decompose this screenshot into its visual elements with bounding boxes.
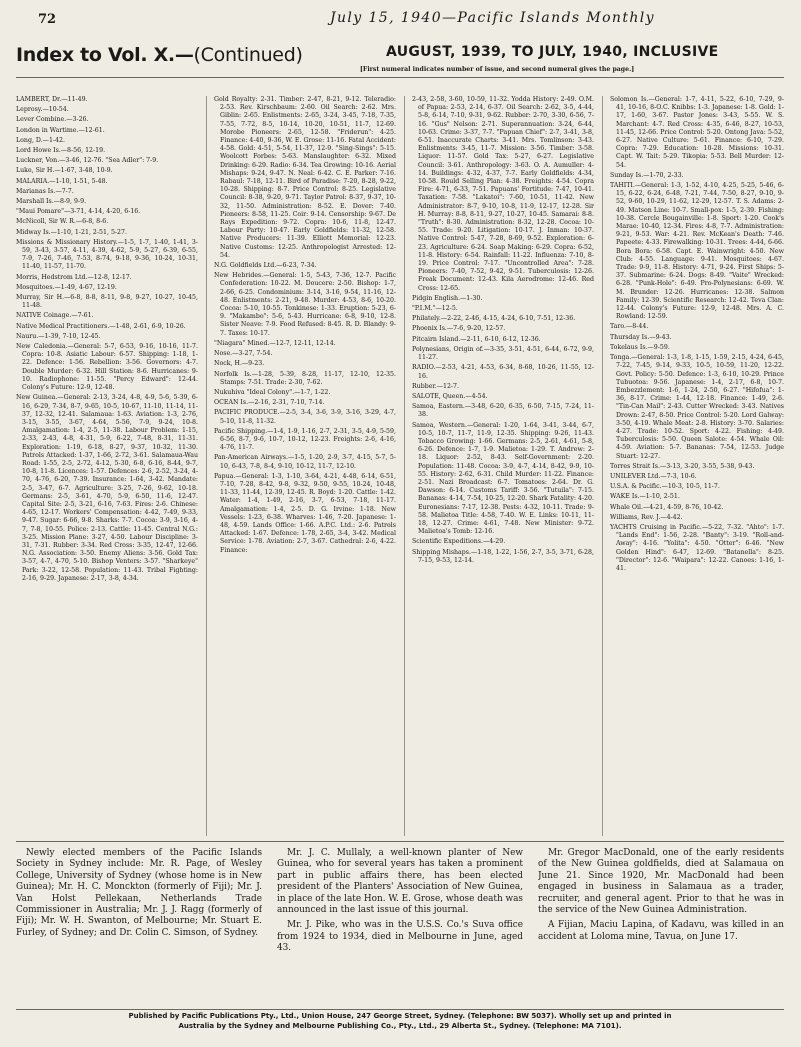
running-head: July 15, 1940—Pacific Islands Monthly: [330, 10, 655, 26]
index-entry: Lord Howe Is.—8-56, 12-19.: [16, 147, 106, 155]
index-entry: Solomon Is.—General: 1-7, 4-11, 5-22, 6-10, 7-29, 9-41, 10-16, 8-O.C. Knibbs: 1-3. Japanese: 1-8. Gold: 1-17, 1-60, 3-67. Pastor Jones: 3-43, 5-55. W. S. Marchant: 4-7. Red Cross: 4-35, 6-46, 8-27, 10-53, 11-45, 12-66. Price Control: 5-20. Ontong Java: 5-52, 6-27. Native Culture: 5-61. Finance: 6-10, 7-29. Copra: 7-29. Education: 10-28. Missions: 10-31. Capt. W. Tait: 5-29. Tikopia: 5-53. Bell Murder: 12-54.: [610, 96, 784, 169]
section-rule: [16, 841, 784, 842]
index-entry: Marshall Is.—8-9, 9-9.: [16, 198, 87, 206]
footer-rule: [16, 1009, 784, 1010]
index-entry: "P.I.M."—12-5.: [412, 305, 458, 313]
index-entry: Nukuhiva "Ideal Colony".—1-7, 1-22.: [214, 388, 331, 396]
index-entry: Nose.—3-27, 7-54.: [214, 350, 273, 358]
index-entry: Philately.—2-22, 2-46, 4-15, 4-24, 6-10, 7-51, 12-36.: [412, 315, 576, 323]
imprint-line: Australia by the Sydney and Melbourne Publishing Co., Pty., Ltd., 29 Alberta St., Sydney. (Telephone: MA 7101).: [178, 1021, 622, 1030]
index-entry: Torres Strait Is.—3-13, 3-20, 3-55, 5-38, 9-43.: [610, 462, 755, 470]
index-entry: Tokelaus Is.—9-59.: [610, 343, 670, 351]
news-paragraph: A Fijian, Maciu Lapina, of Kadavu, was killed in an accident at Loloma mine, Tavua, on June 17.: [538, 920, 784, 942]
index-entry: Nock, H.—9-23.: [214, 360, 265, 368]
index-entry: N.G. Goldfields Ltd.—6-23, 7-34.: [214, 262, 317, 270]
index-entry: Samoa, Western.—General: 1-20, 1-64, 3-41, 3-44, 6-7, 10-5, 10-7, 11-7, 11-9, 12-35. Shipping: 9-26, 11-43. Tobacco Growing: 1-66. Germans: 2-5, 2-61, 4-61, 5-8, 6-26. Defence: 1-7, 1-9. Malietoa: 1-29. T. Andrew: 2-18. Liquor: 2-52, 8-43. Self-Government: 2-20. Population: 11-48. Cocoa: 3-9, 4-7, 4-14, 8-42, 9-9, 10-55. History: 2-62, 6-31. Child Murder: 11-22. Finance: 2-51. Nazi Broadcast: 6-7. Tomatoes: 2-64. Dr. G. Dawson: 6-14. Customs Tariff: 3-56. "Tutuila": 7-15. Bananas: 4-14, 7-54, 10-25, 12-20. Shark Fatality: 4-20. Euronesians: 7-17, 12-38. Pests: 4-32, 10-11. Trade: 9-58. Malietoa Title: 4-58, 7-40. W. E. Links: 10-11, 11-18, 12-27. Crime: 4-61, 7-48. New Minister: 9-72. Malietoa's Tomb: 12-16.: [412, 421, 594, 536]
index-entry: Williams, Rev. J.—4-42.: [610, 513, 683, 521]
publisher-imprint: [16, 1012, 784, 1031]
news-column-3: [538, 848, 784, 1010]
index-column-2: [214, 96, 396, 836]
index-entry: McNicoll, Sir W. R.—6-8, 8-6.: [16, 218, 109, 226]
index-entry: Pidgin English.—1-30.: [412, 294, 483, 302]
index-entry: Native Medical Practitioners.—1-48, 2-61, 6-9, 10-26.: [16, 322, 186, 330]
index-entry: Shipping Mishaps.—1-18, 1-22, 1-56, 2-7, 3-5, 3-71, 6-28, 7-15, 9-53, 12-14.: [412, 548, 594, 564]
index-entry: Luckner, Von.—3-46, 12-76. "Sea Adler": 7-9.: [16, 157, 159, 165]
index-entry: UNILEVER Ltd.—7-3, 10-6.: [610, 472, 697, 480]
index-entry: New Caledonia.—General: 5-7, 6-53, 9-16, 10-16, 11-7. Copra: 10-8. Asiatic Labour: 6-57. Shipping: 1-18, 1-22. Defence: 1-56. Rebellion: 3-56. Governors: 4-7. Double Murder: 6-32. Hill Station: 8-6. Hurricanes: 9-10. Radiophone: 11-55. "Percy Edward": 12-44. Colony's Future: 12-9, 12-48.: [16, 343, 198, 392]
index-entry: RADIO.—2-53, 4-21, 4-53, 6-34, 8-68, 10-26, 11-55, 12-16.: [412, 364, 594, 380]
index-entry: Murray, Sir H.—6-8, 8-8, 8-11, 9-8, 9-27, 10-27, 10-45, 11-48.: [16, 294, 198, 310]
index-entry: Missions & Missionary History.—1-5, 1-7, 1-40, 1-41, 3-59, 3-43, 3-57, 4-11, 4-39, 4-62, 5-9, 5-27, 6-39, 6-55, 7-9, 7-26, 7-46, 7-53, 8-74, 9-18, 9-36, 10-24, 10-31, 11-40, 11-57, 11-70.: [16, 238, 198, 271]
index-entry: Mosquitoes.—1-49, 4-67, 12-19.: [16, 283, 117, 291]
news-paragraph: Mr. J. Pike, who was in the U.S.S. Co.'s Suva office from 1924 to 1934, died in Melbourne in June, aged 43.: [277, 920, 523, 954]
index-entry: Phoenix Is.—7-6, 9-20, 12-57.: [412, 325, 506, 333]
index-entry: U.S.A. & Pacific.—10-3, 10-5, 11-7.: [610, 483, 720, 491]
index-entry: Rubber.—12-7.: [412, 382, 459, 390]
column-divider: [404, 96, 405, 836]
index-entry: OCEAN Is.—2-16, 2-31, 7-10, 7-14.: [214, 399, 325, 407]
index-title-main: Index to Vol. X.—: [16, 44, 194, 66]
index-period: AUGUST, 1939, TO JULY, 1940, INCLUSIVE: [386, 44, 719, 60]
index-entry: LAMBERT, Dr.—11-49.: [16, 96, 88, 103]
index-entry: Morris, Hedstrom Ltd.—12-8, 12-17.: [16, 273, 132, 281]
index-entry: Papua.—General: 1-3, 1-10, 3-64, 4-21, 4-48, 6-14, 6-51, 7-10, 7-28, 8-42, 9-8, 9-32, 9-50, 9-55, 10-24, 10-48, 11-33, 11-44, 12-39, 12-45. R. Boyd: 1-20. Cattle: 1-42. Water: 1-4, 1-49, 2-16, 3-7, 6-53, 7-18, 11-17. Amalgamation: 1-4, 2-5. D. G. Irvine: 1-18. New Vessels: 1-23, 6-38. Wharves: 1-46, 7-20. Japanese: 1-48, 4-59. Lands Office: 1-66. A.P.C. Ltd.: 2-6. Patrols Attacked: 1-67. Defence: 1-78, 2-65, 3-4, 3-42. Medical Service: 1-78. Aviation: 2-7, 3-67. Cathedral: 2-6, 4-22. Finance:: [214, 472, 396, 554]
index-entry: Tonga.—General: 1-3, 1-8, 1-15, 1-59, 2-15, 4-24, 6-45, 7-22, 7-45, 9-14, 9-33, 10-5, 10-59, 11-20, 12-22. Govt. Policy: 5-50. Defence: 1-3, 6-10, 10-29. Prince Tubuotoa: 9-56. Japanese: 1-4, 2-17, 6-8, 10-7. Embezzlement: 1-6, 1-24, 2-50, 6-27. "Hifofua": 1-36, 8-17. Crime: 1-44, 12-18. Finance: 1-49, 2-6. "Tin-Can Mail": 2-43. Cutter Wrecked: 3-43. Natives Drown: 2-47, 8-50. Price Control: 5-20. Lord Galway: 3-50, 4-19. Whale Meat: 2-8. History: 3-70. Salaries: 4-27. Trade: 10-52. Sport: 4-22. Fishing: 4-49. Tuberculosis: 5-50. Queen Salote: 4-54. Whale Oil: 4-59. Aviation: 5-7. Bananas: 7-54, 12-53. Judge Stuart: 12-27.: [610, 354, 784, 460]
index-title-continued: (Continued): [193, 44, 303, 66]
column-divider: [206, 96, 207, 836]
index-column-3: [412, 96, 594, 836]
column-divider: [602, 96, 603, 836]
index-entry: Polynesians, Origin of.—3-35, 3-51, 4-51, 6-44, 6-72, 9-9, 11-27.: [412, 345, 594, 362]
index-entry: YACHTS Cruising in Pacific.—5-22, 7-32. "Ahto": 1-7. "Lands End": 1-56, 2-28. "Banty": 3-19. "Roll-and-Away": 4-16. "Yolita": 4-50. "Otter": 6-46. "New Golden Hind": 6-47, 12-69. "Batanella": 8-25. "Director": 12-6. "Waipara": 12-22. Canoes: 1-16, 1-41.: [610, 523, 784, 572]
index-entry: London in Wartime.—12-61.: [16, 126, 105, 134]
news-paragraph: Mr. Gregor MacDonald, one of the early residents of the New Guinea goldfields, died at Salamaua on June 21. Since 1920, Mr. MacDonald had been engaged in business in Salamaua as a trader, recruiter, and general agent. Prior to that he was in the service of the New Guinea Administration.: [538, 848, 784, 916]
index-note: [First numeral indicates number of issue, and second numeral gives the page.]: [360, 66, 635, 73]
news-paragraph: Newly elected members of the Pacific Islands Society in Sydney include: Mr. R. Page, of Wesley College, University of Sydney (whose home is in New Guinea); Mr. H. C. Monckton (formerly of Fiji); Mr. J. Van Holst Pellekaan, Netherlands Trade Commissioner in Australia; Mr. J. J. Ragg (formerly of Fiji); Mr. W. H. Swanton, of Melbourne; Mr. Stuart E. Furley, of Sydney; and Dr. Colin C. Simson, of Sydney.: [16, 848, 262, 938]
news-column-1: [16, 848, 262, 1010]
index-entry: Norfolk Is.—1-28, 5-39, 8-28, 11-17, 12-10, 12-35. Stamps: 7-51. Trade: 2-30, 7-62.: [214, 370, 396, 386]
page-number: 72: [38, 12, 57, 27]
index-entry: "Maui Pomare"—3-71, 4-14, 4-20, 6-16.: [16, 208, 141, 216]
index-entry: NATIVE Coinage.—7-61.: [16, 312, 94, 320]
index-entry: 2-43, 2-58, 3-60, 10-59, 11-32. Yodda History: 2-49. O.M. of Papua: 2-53, 2-14, 6-37. Oil Search: 2-62, 3-5, 4-44, 5-8, 6-14, 7-10, 9-31, 9-62. Rubber: 2-70, 3-30, 6-56, 7-16. "Gus" Nelson: 2-71. Superannuation: 3-24, 6-44, 10-63. Crime: 3-37, 7-7. "Papuan Chief": 2-7, 3-41, 3-8, 6-51. Inaccurate Charts: 3-41. Mrs. Tomlinson: 3-43. Enlistments: 3-45, 11-7. Mission: 3-56. Timber: 3-58. Liquor: 11-57. Gold Tax: 5-27, 6-27. Legislative Council: 3-61. Anthropology: 3-63. O. A. Aumuller: 4-14. Buildings: 4-32, 4-37, 7-7. Early Goldfields: 4-34, 10-58. Rould Selling Plan: 4-38. Freights: 4-54. Copra Fire: 4-71, 6-33, 7-51. Papuans' Fortitude: 7-47, 10-41. Taxation: 7-58. "Lakatoi": 7-60, 10-51, 11-42. New Administrator: 8-7, 9-10, 10-8, 11-9, 12-17, 12-28. Sir H. Murray: 8-8, 8-11, 9-27, 10-27, 10-45. Samarai: 8-8. "Truth": 8-30. Administration: 8-32, 12-28. Cocoa: 10-55. Trade: 9-20. Litigation: 10-17. J. Inman: 10-37. Native Control: 5-47, 7-28, 8-69, 9-52. Exploration: 6-23. Agriculture: 6-24. Soap Making: 6-29. Copra: 6-52, 11-8. History: 6-54. Rainfall: 11-22. Influenza: 7-10, 8-19. Price Control: 7-17. "Uncontrolled Area": 7-28. Pioneers: 7-40, 7-52, 9-42, 9-51. Tuberculosis: 12-26. Freak Document: 12-43. Kila Aerodrome: 12-46. Red Cross: 12-65.: [412, 96, 594, 292]
news-paragraph: Mr. J. C. Mullaly, a well-known planter of New Guinea, who for several years has taken a prominent part in public affairs there, has been elected president of the Planters' Association of New Guinea, in place of the late Hon. W. E. Grose, whose death was announced in the last issue of this journal.: [277, 848, 523, 916]
index-entry: Luke, Sir H.—1-67, 3-48, 10-9.: [16, 167, 113, 175]
index-entry: SALOTE, Queen.—4-54.: [412, 392, 488, 400]
index-entry: Midway Is.—1-10, 1-21, 2-51, 5-27.: [16, 228, 127, 236]
index-entry: Taro.—8-44.: [610, 323, 649, 331]
index-entry: PACIFIC PRODUCE.—2-5, 3-4, 3-6, 3-9, 3-16, 3-29, 4-7, 5-10, 11-8, 11-32.: [214, 409, 396, 425]
index-column-1: [16, 96, 198, 836]
index-entry: Samoa, Eastern.—3-48, 6-20, 6-35, 6-50, 7-15, 7-24, 11-38.: [412, 403, 594, 419]
index-entry: WAKE Is.—1-10, 2-51.: [610, 493, 680, 501]
header-rule: [16, 77, 784, 78]
index-entry: Lever Combine.—3-26.: [16, 116, 89, 124]
index-column-4: [610, 96, 784, 836]
index-entry: New Hebrides.—General: 1-5, 5-43, 7-36, 12-7. Pacific Confederation: 10-22. M. Doucere: 2-50. Bishop: 1-7, 2-66, 6-25. Condominium: 3-14, 3-16, 9-54, 11-16, 12-48. Enlistments: 2-21, 9-48. Murder: 4-53, 8-6, 10-20. Cocoa: 5-10, 10-55. Tonkinese: 1-33. Eruption: 5-23, 6-9. "Makambo": 5-6, 5-43. Hurricane: 6-8, 9-10, 12-8. Sister Neave: 7-9. Food Refused: 8-45. R. D. Blandy: 9-7. Taxes: 10-17.: [214, 272, 396, 337]
index-entry: Whale Oil.—4-21, 4-59, 8-76, 10-42.: [610, 503, 724, 511]
imprint-line: Published by Pacific Publications Pty., Ltd., Union House, 247 George Street, Sydney. (Telephone: BW 5037). Wholly set up and printed in: [128, 1012, 672, 1020]
news-column-2: [277, 848, 523, 1010]
index-entry: Gold Royalty: 2-31. Timber: 2-47, 8-21, 9-12. Teleradio: 2-53. Rev. Kirschbaum: 2-60. Oil Search: 2-62. Mrs. Giblin: 2-65. Enlistments: 2-65, 3-24, 3-45, 7-18, 7-35, 7-55, 7-72, 8-5, 10-14, 10-20, 10-51, 11-7, 12-69. Morobe Pioneers: 2-65, 12-58. "Friderun": 4-25. Finance: 4-40, 9-36, W. E. Grose: 11-16. Fatal Accident: 4-58. Gold: 4-51, 5-54, 11-37, 12-9. "Sing-Sings": 5-15. Woolcott Forbes: 5-63. Manslaughter: 6-32. Mixed Drinking: 6-29. Radio: 6-34. Tea Growing: 10-16. Aerial Mishaps: 9-24, 9-47. N. Neal: 6-42. C. E. Parker: 7-16. Rabaul: 7-18, 12-11. Bird of Paradise: 7-20, 8-28, 9-22, 10-28. Shipping: 8-7. Price Control: 8-25. Legislative Council: 8-38, 9-20, 9-71. Taylor Patrol: 8-37, 9-37, 10-32, 11-50. Administration: 8-52. E. Dover: 7-40. Pioneers: 8-58, 11-25. Coir: 9-14. Censorship: 9-67. De Rays Expedition: 9-72. Copra: 10-6, 11-8, 12-47. Labour Party: 10-47. Early Goldfields: 11-32, 12-58. Native Producers: 11-39. Elliott Memorial: 12-23. Native Customs: 12-25. Anthropologist Arrested: 12-54.: [214, 96, 396, 259]
index-entry: Scientific Expeditions.—4-29.: [412, 538, 506, 546]
index-entry: Long, D.—1-42.: [16, 136, 65, 144]
index-title: [16, 44, 303, 66]
index-entry: Pacific Shipping.—1-4, 1-9, 1-16, 2-7, 2-31, 3-5, 4-9, 5-59, 6-56, 8-7, 9-6, 10-7, 10-12, 12-23. Freights: 2-6, 4-16, 4-76, 11-7.: [214, 427, 396, 452]
index-entry: Marianas Is.—7-7.: [16, 187, 74, 195]
index-entry: MALARIA.—1-10, 1-51, 5-48.: [16, 177, 108, 185]
index-entry: Leprosy.—10-54.: [16, 106, 69, 114]
index-entry: Pan-American Airways.—1-5, 1-20, 2-9, 3-7, 4-15, 5-7, 5-10, 6-43, 7-8, 8-4, 9-10, 10-12, 11-7, 12-10.: [214, 454, 396, 470]
index-entry: New Guinea.—General: 2-13, 3-24, 4-8, 4-9, 5-6, 5-39, 6-16, 6-29, 7-34, 8-7, 9-65, 10-5, 10-67, 11-10, 11-14, 11-37, 12-32, 12-41. Salamaua: 1-63. Aviation: 1-3, 2-76, 3-15, 3-55, 3-67, 4-64, 5-56, 7-9, 9-24, 10-8. Amalgamation: 1-4, 2-5, 11-38. Labour Problem: 1-15, 2-33, 2-43, 4-8, 4-31, 5-9, 6-22, 7-48, 8-31, 11-31. Exploration: 1-19, 6-18, 8-27, 9-37, 10-32, 11-30. Patrols Attacked: 1-37, 1-66, 2-72, 3-61. Salamaua-Wau Road: 1-55, 2-5, 2-72, 4-12, 5-30, 6-8, 6-16, 8-44, 9-7, 10-8, 11-8. Licences: 1-57. Defences: 2-6, 2-52, 3-24, 4-70, 4-76, 6-20, 7-39. Insurance: 1-64, 3-42. Mandate: 2-5, 3-47, 6-7. Agriculture: 3-25, 7-26, 9-62, 10-18. Germans: 2-5, 3-61, 4-70, 5-9, 6-50, 11-6, 12-47. Capital Site: 2-5, 3-21, 6-16, 7-63. Fires: 2-6. Chinese: 4-65, 12-17. Workers' Compensation: 4-42, 7-49, 9-33, 9-47. Sugar: 6-66, 9-8. Sharks: 7-7. Cocoa: 3-9, 3-16, 4-7, 7-8, 10-55. Police: 2-13. Cattle: 11-45. Central N.G.: 3-25. Mission Plane: 3-27, 4-50. Labour Discipline: 3-31, 7-31. Rubber: 3-34. Red Cross: 3-35, 12-47, 12-66. N.G. Association: 3-50. Enemy Aliens: 3-56. Gold Tax: 3-57, 4-7, 4-70, 5-10. Bishop Venters: 3-57. "Sharkeye" Park: 3-22, 12-58. Population: 11-43. Tribal Fighting: 2-16, 9-29. Japanese: 2-17, 3-8, 4-34.: [16, 394, 198, 582]
index-entry: "Niagara" Mined.—12-7, 12-11, 12-14.: [214, 339, 336, 347]
index-entry: Sunday Is.—1-70, 2-33.: [610, 171, 684, 179]
index-entry: Thursday Is.—9-43.: [610, 333, 672, 341]
index-entry: Pitcairn Island.—2-11, 6-10, 6-12, 12-36.: [412, 335, 541, 343]
index-entry: TAHITI.—General: 1-3, 1-52, 4-10, 4-25, 5-25, 5-46, 6-15, 6-22, 6-24, 6-48, 7-21, 7-44, 7-50, 8-27, 9-10, 9-52, 9-60, 10-29, 11-62, 12-29, 12-57. T. S. Adams: 2-49. Matson Line: 10-7. Small-pox: 1-5, 2-39. Fishing: 10-38. Cercle Bougainville: 1-8. Sport: 1-20. Cook's Marae: 10-40, 12-34. Fires: 4-8, 7-7. Administration: 9-21, 9-53. War: 4-21. Rev. McKean's Death: 7-46. Papeete: 4-33. Firewalking: 10-31. Trees: 4-44, 6-66. Bora Bora: 6-58. Capt. E. Wainwright: 4-50. New Club: 4-55. Language: 9-41. Mosquitoes: 4-67. Trade: 9-9, 11-8. History: 4-71, 9-24. First Ships: 5-37. Submarine: 6-24. Dogs: 8-49. "Vaite" Wrecked: 6-28. "Punk-Hole": 6-49. Pro-Polynesians: 6-69. W. M. Brunder: 12-26. Hurricanes: 12-38. Salmon Family: 12-39. Scientific Research: 12-42. Teva Clan: 12-44. Colony's Future: 12-9, 12-48. Mrs. A. C. Rowland: 12-59.: [610, 182, 784, 321]
index-entry: Nauru.—1-39, 7-10, 12-45.: [16, 332, 101, 340]
